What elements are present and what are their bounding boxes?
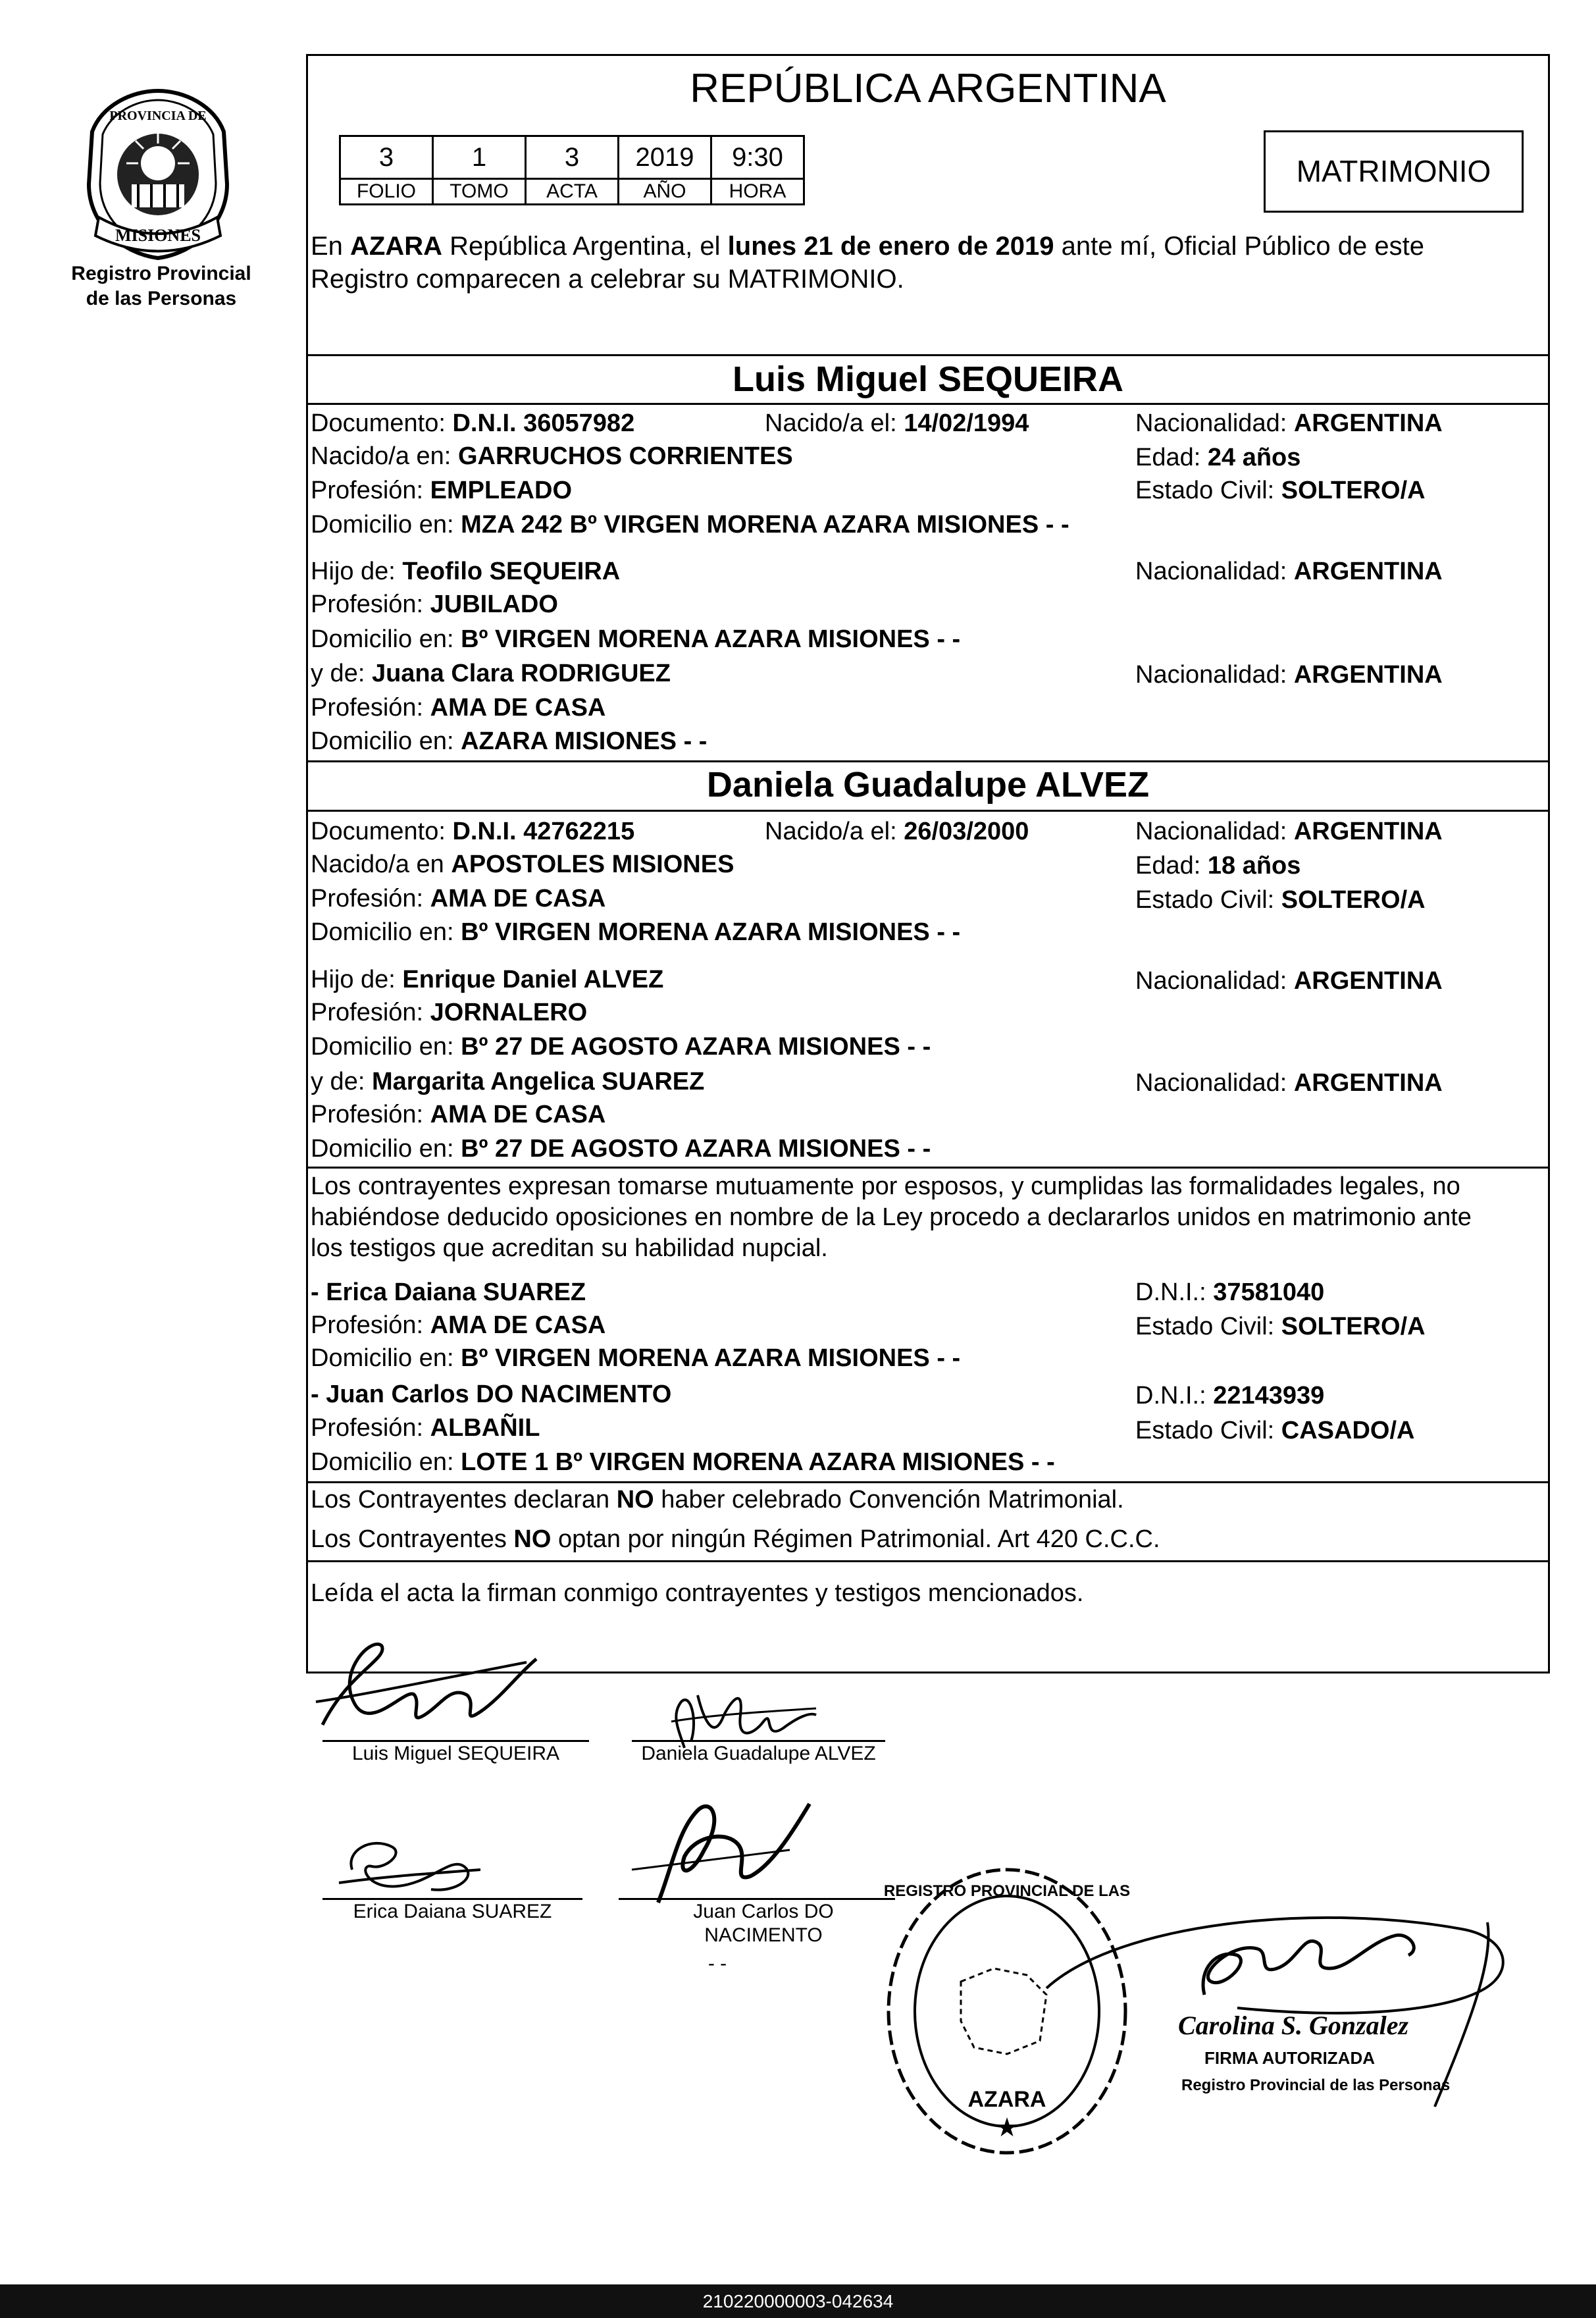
- seal-text-top: PROVINCIA DE: [109, 109, 207, 123]
- witness2-estado: Estado Civil: CASADO/A: [1135, 1417, 1415, 1444]
- sig-label-do-nacimento-1: Juan Carlos DO: [693, 1901, 834, 1922]
- party2-father: Hijo de: Enrique Daniel ALVEZ: [311, 966, 664, 993]
- party2-father-dom: Domicilio en: Bº 27 DE AGOSTO AZARA MISIONES - -: [311, 1033, 931, 1061]
- svg-text:★: ★: [995, 2113, 1019, 2142]
- declaration-line-2: habiéndose deducido oposiciones en nombre de la Ley procedo a declararlos unidos en matrimonio ante: [311, 1203, 1472, 1231]
- folio-value: 3: [340, 136, 433, 179]
- page-title: REPÚBLICA ARGENTINA: [690, 66, 1166, 111]
- party2-father-prof: Profesión: JORNALERO: [311, 999, 588, 1026]
- party2-mother-dom: Domicilio en: Bº 27 DE AGOSTO AZARA MISIONES - -: [311, 1135, 931, 1163]
- document-type-box: MATRIMONIO: [1264, 130, 1524, 213]
- tomo-label: TOMO: [433, 179, 526, 205]
- party2-estado: Estado Civil: SOLTERO/A: [1135, 886, 1426, 914]
- witness1-estado: Estado Civil: SOLTERO/A: [1135, 1313, 1426, 1340]
- witness1-profesion: Profesión: AMA DE CASA: [311, 1311, 606, 1339]
- party1-documento: Documento: D.N.I. 36057982: [311, 409, 635, 437]
- stamp-text: REGISTRO PROVINCIAL DE LAS: [883, 1882, 1131, 1900]
- party2-mother-nac: Nacionalidad: ARGENTINA: [1135, 1069, 1443, 1097]
- hora-label: HORA: [711, 179, 804, 205]
- sig-label-do-nacimento-2: NACIMENTO: [704, 1924, 823, 1946]
- party2-nacionalidad: Nacionalidad: ARGENTINA: [1135, 818, 1443, 845]
- party2-domicilio: Domicilio en: Bº VIRGEN MORENA AZARA MISIONES - -: [311, 918, 961, 946]
- party2-documento: Documento: D.N.I. 42762215: [311, 818, 635, 845]
- registry-logo: [72, 86, 244, 263]
- party1-profesion: Profesión: EMPLEADO: [311, 477, 573, 504]
- party2-name: Daniela Guadalupe ALVEZ: [706, 765, 1150, 804]
- witness2-domicilio: Domicilio en: LOTE 1 Bº VIRGEN MORENA AZARA MISIONES - -: [311, 1448, 1055, 1476]
- party1-mother-dom: Domicilio en: AZARA MISIONES - -: [311, 727, 708, 755]
- footer-barcode-number: 210220000003-042634: [0, 2284, 1596, 2318]
- party1-name: Luis Miguel SEQUEIRA: [732, 359, 1124, 399]
- registry-table: [339, 135, 805, 205]
- official-name: Carolina S. Gonzalez: [1178, 2011, 1409, 2040]
- witness1-dni: D.N.I.: 37581040: [1135, 1278, 1325, 1306]
- party2-father-nac: Nacionalidad: ARGENTINA: [1135, 967, 1443, 995]
- closing-text: Leída el acta la firman conmigo contrayentes y testigos mencionados.: [311, 1579, 1084, 1607]
- intro-line-2: Registro comparecen a celebrar su MATRIMONIO.: [311, 265, 904, 294]
- patrimonial-line-1: Los Contrayentes declaran NO haber celebrado Convención Matrimonial.: [311, 1486, 1124, 1514]
- stamp-place: AZARA: [967, 2087, 1046, 2112]
- party1-mother-nac: Nacionalidad: ARGENTINA: [1135, 661, 1443, 689]
- party2-nacido-el: Nacido/a el: 26/03/2000: [765, 818, 1029, 845]
- party1-nacido-el: Nacido/a el: 14/02/1994: [765, 409, 1029, 437]
- party1-nacido-en: Nacido/a en: GARRUCHOS CORRIENTES: [311, 442, 793, 470]
- hora-value: 9:30: [711, 136, 804, 179]
- witness1-domicilio: Domicilio en: Bº VIRGEN MORENA AZARA MISIONES - -: [311, 1344, 961, 1372]
- witness2-dni: D.N.I.: 22143939: [1135, 1382, 1325, 1409]
- sig-label-dashes: - -: [708, 1953, 727, 1974]
- party2-nacido-en: Nacido/a en APOSTOLES MISIONES: [311, 851, 734, 878]
- party1-domicilio: Domicilio en: MZA 242 Bº VIRGEN MORENA AZARA MISIONES - -: [311, 511, 1069, 539]
- party2-mother-prof: Profesión: AMA DE CASA: [311, 1101, 606, 1128]
- party1-nacionalidad: Nacionalidad: ARGENTINA: [1135, 409, 1443, 437]
- party1-father-dom: Domicilio en: Bº VIRGEN MORENA AZARA MISIONES - -: [311, 625, 961, 653]
- tomo-value: 1: [433, 136, 526, 179]
- party1-father: Hijo de: Teofilo SEQUEIRA: [311, 558, 621, 585]
- signature-suarez: [332, 1830, 484, 1903]
- sig-label-suarez: Erica Daiana SUAREZ: [353, 1901, 552, 1922]
- signature-sequeira: [309, 1633, 546, 1748]
- witness1-name: - Erica Daiana SUAREZ: [311, 1278, 586, 1306]
- sig-label-alvez: Daniela Guadalupe ALVEZ: [641, 1743, 876, 1764]
- party2-mother: y de: Margarita Angelica SUAREZ: [311, 1068, 705, 1095]
- official-role: FIRMA AUTORIZADA: [1204, 2048, 1376, 2068]
- declaration-line-3: los testigos que acreditan su habilidad nupcial.: [311, 1234, 828, 1262]
- party1-edad: Edad: 24 años: [1135, 444, 1301, 471]
- folio-label: FOLIO: [340, 179, 433, 205]
- signature-do-nacimento: [619, 1791, 816, 1909]
- official-org: Registro Provincial de las Personas: [1181, 2076, 1451, 2094]
- party2-edad: Edad: 18 años: [1135, 852, 1301, 880]
- logo-caption-2: de las Personas: [86, 288, 237, 309]
- witness2-name: - Juan Carlos DO NACIMENTO: [311, 1381, 672, 1408]
- sig-label-sequeira: Luis Miguel SEQUEIRA: [351, 1743, 560, 1764]
- party2-profesion: Profesión: AMA DE CASA: [311, 885, 606, 912]
- party1-father-prof: Profesión: JUBILADO: [311, 591, 558, 618]
- anio-label: AÑO: [619, 179, 711, 205]
- anio-value: 2019: [619, 136, 711, 179]
- declaration-line-1: Los contrayentes expresan tomarse mutuamente por esposos, y cumplidas las formalidades legales, no: [311, 1172, 1460, 1200]
- acta-label: ACTA: [526, 179, 619, 205]
- party1-estado: Estado Civil: SOLTERO/A: [1135, 477, 1426, 504]
- party1-mother: y de: Juana Clara RODRIGUEZ: [311, 660, 671, 687]
- party1-mother-prof: Profesión: AMA DE CASA: [311, 694, 606, 722]
- party1-father-nac: Nacionalidad: ARGENTINA: [1135, 558, 1443, 585]
- official-signature: [1040, 1896, 1514, 2113]
- witness2-profesion: Profesión: ALBAÑIL: [311, 1414, 540, 1442]
- logo-caption-1: Registro Provincial: [71, 263, 251, 284]
- acta-value: 3: [526, 136, 619, 179]
- seal-text-bottom: MISIONES: [115, 226, 201, 245]
- intro-line-1: En AZARA República Argentina, el lunes 21 de enero de 2019 ante mí, Oficial Público de este: [311, 232, 1424, 261]
- patrimonial-line-2: Los Contrayentes NO optan por ningún Régimen Patrimonial. Art 420 C.C.C.: [311, 1525, 1160, 1553]
